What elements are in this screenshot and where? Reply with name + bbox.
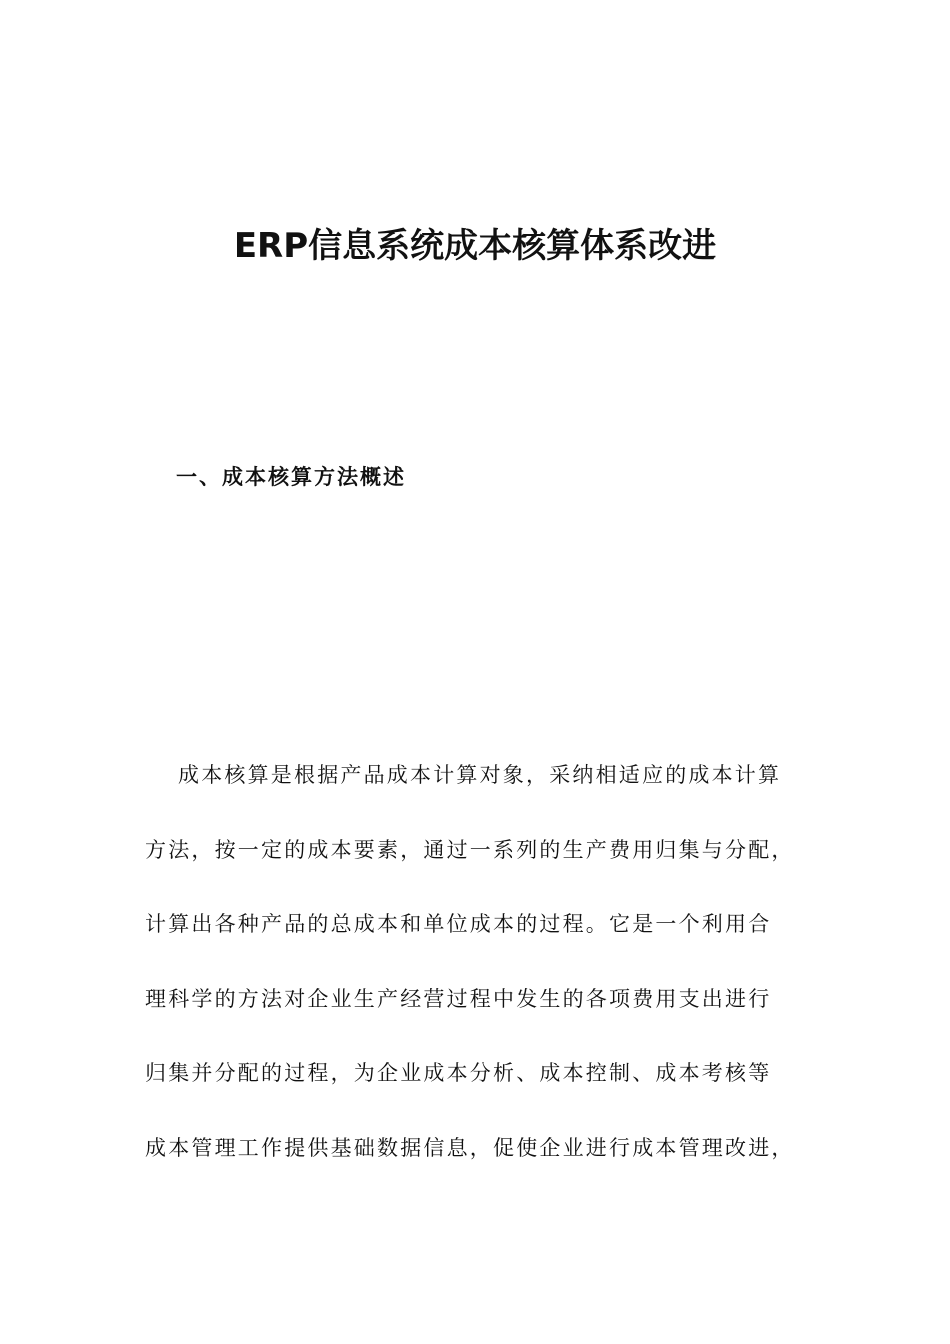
- paragraph-line: 理科学的方法对企业生产经营过程中发生的各项费用支出进行: [145, 986, 772, 1011]
- paragraph-line: 方法，按一定的成本要素，通过一系列的生产费用归集与分配，: [145, 837, 795, 862]
- paragraph-line: 归集并分配的过程，为企业成本分析、成本控制、成本考核等: [145, 1061, 772, 1085]
- paragraph-line: 计算出各种产品的总成本和单位成本的过程。它是一个利用合: [145, 912, 772, 936]
- paragraph-line: 成本核算是根据产品成本计算对象，采纳相适应的成本计算: [178, 763, 782, 787]
- body-paragraph: [145, 757, 825, 1204]
- section-heading: 一、成本核算方法概述: [176, 465, 406, 489]
- paragraph-line: 成本管理工作提供基础数据信息，促使企业进行成本管理改进，: [145, 1135, 795, 1160]
- document-title: ERP信息系统成本核算体系改进: [233, 226, 717, 266]
